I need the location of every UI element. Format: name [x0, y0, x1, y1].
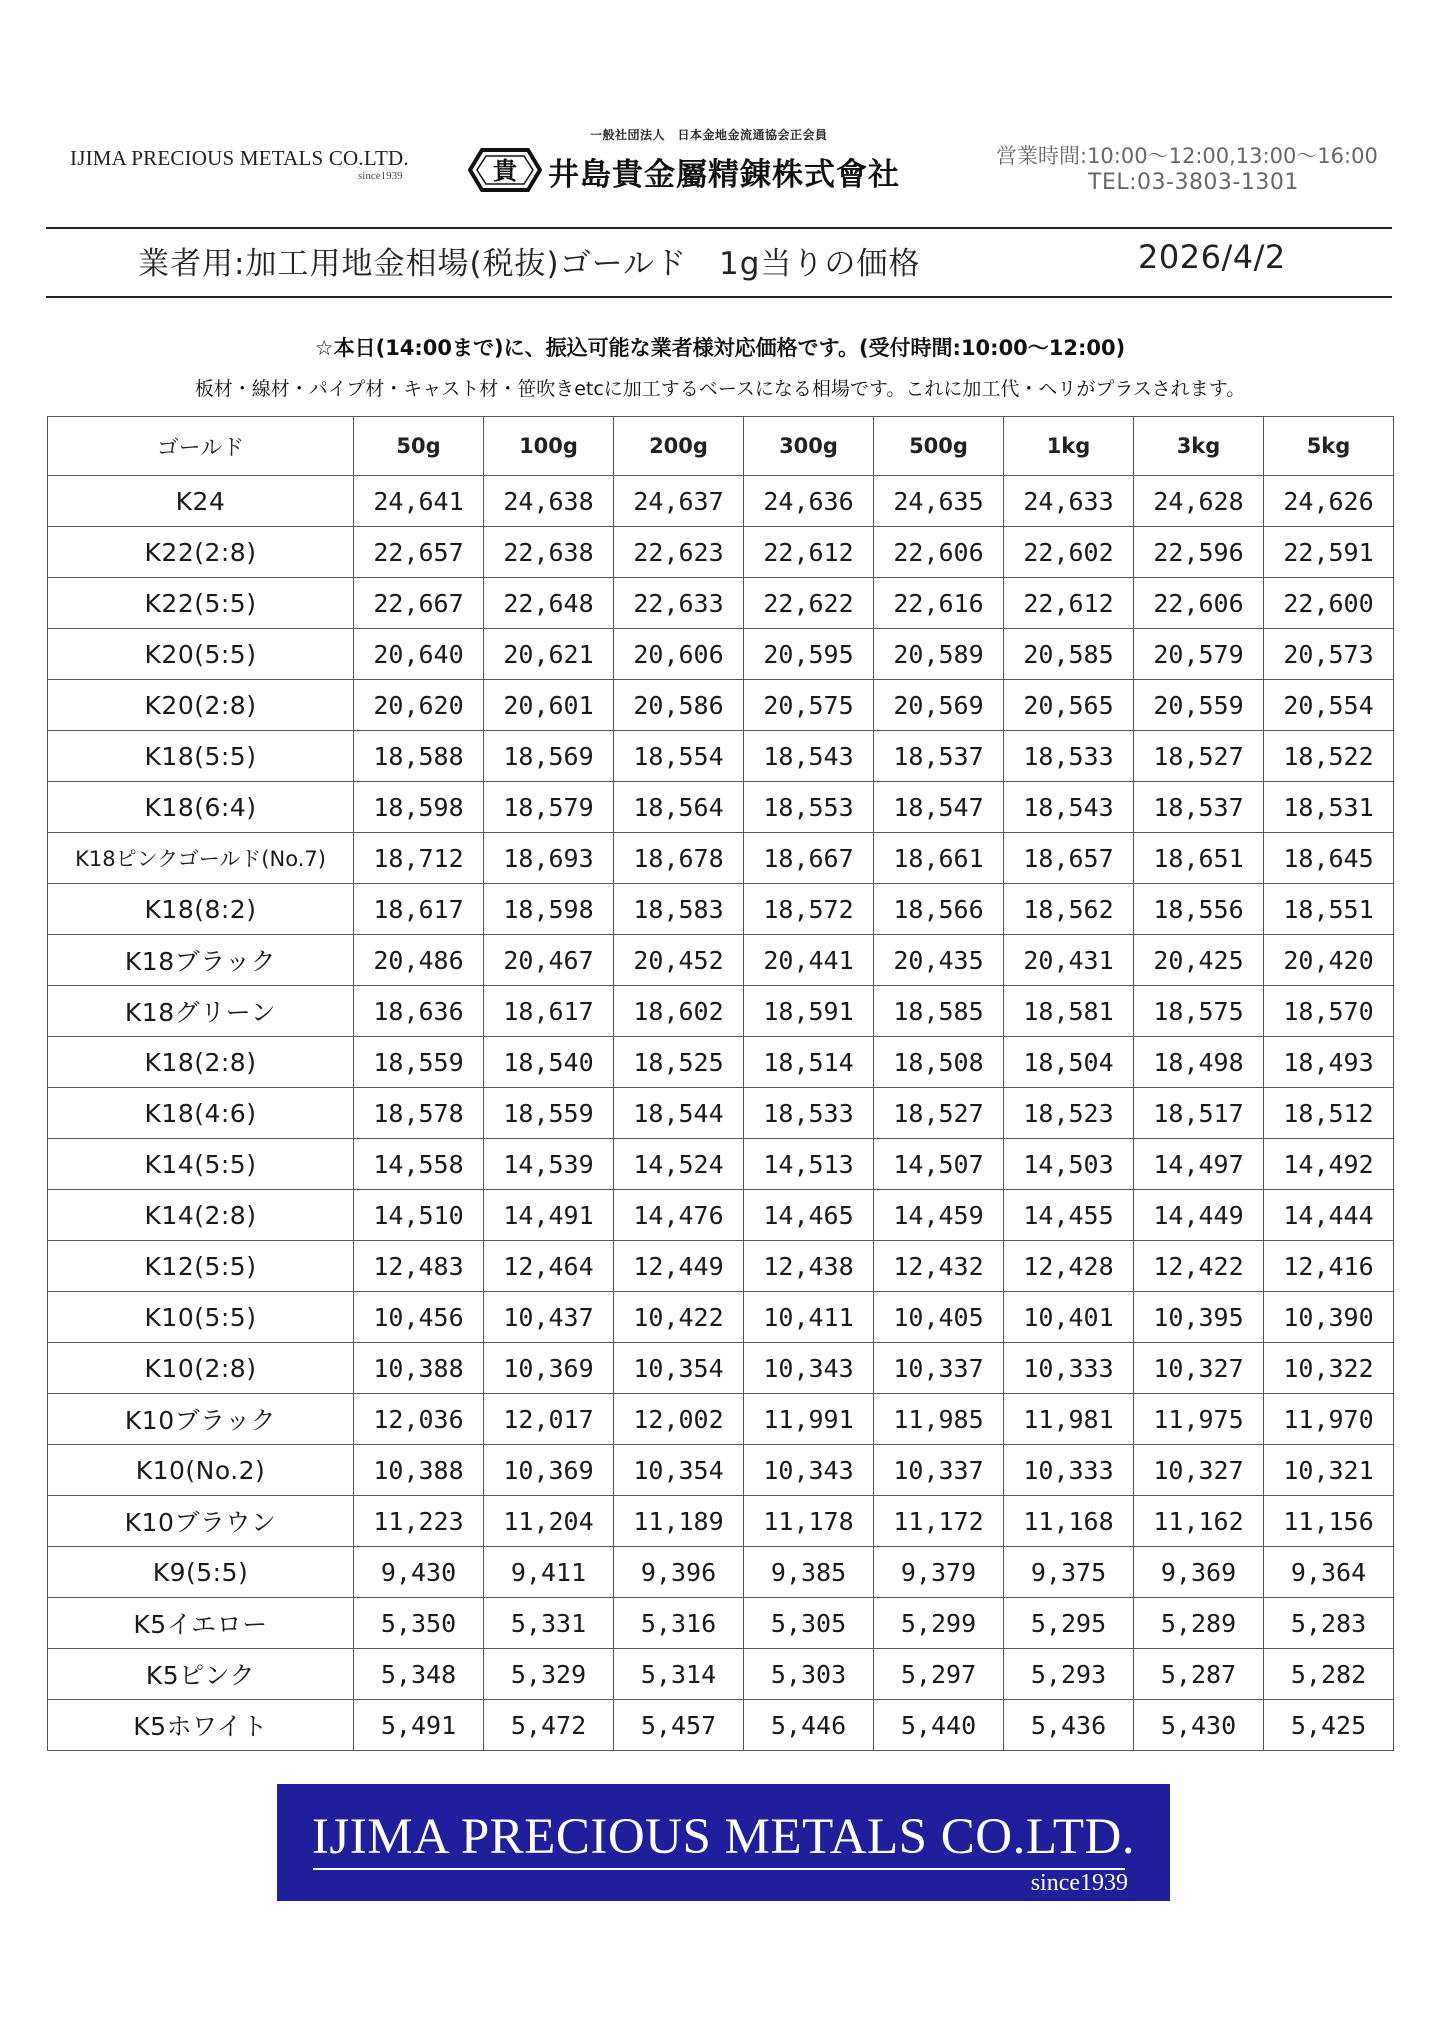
grade-cell: K10(2:8) [48, 1343, 354, 1394]
price-cell: 18,645 [1264, 833, 1394, 884]
price-cell: 20,569 [874, 680, 1004, 731]
grade-cell: K10(5:5) [48, 1292, 354, 1343]
price-cell: 18,537 [874, 731, 1004, 782]
price-cell: 18,543 [744, 731, 874, 782]
column-header: 200g [614, 417, 744, 476]
notice-line-2: 板材・線材・パイプ材・キャスト材・笹吹きetcに加工するベースになる相場です。これに加工代・ヘリがプラスされます。 [194, 378, 1246, 400]
price-cell: 20,573 [1264, 629, 1394, 680]
price-cell: 14,455 [1004, 1190, 1134, 1241]
price-cell: 12,002 [614, 1394, 744, 1445]
table-row [48, 629, 1394, 680]
price-cell: 22,596 [1134, 527, 1264, 578]
price-cell: 18,602 [614, 986, 744, 1037]
price-cell: 11,981 [1004, 1394, 1134, 1445]
table-row [48, 884, 1394, 935]
page-title: 業者用:加工用地金相場(税抜)ゴールド 1g当りの価格 [138, 246, 921, 282]
price-cell: 18,598 [354, 782, 484, 833]
price-cell: 9,411 [484, 1547, 614, 1598]
table-row [48, 1598, 1394, 1649]
price-cell: 20,420 [1264, 935, 1394, 986]
price-cell: 18,562 [1004, 884, 1134, 935]
price-cell: 10,369 [484, 1343, 614, 1394]
price-cell: 12,483 [354, 1241, 484, 1292]
price-cell: 20,431 [1004, 935, 1134, 986]
price-cell: 20,579 [1134, 629, 1264, 680]
price-cell: 10,456 [354, 1292, 484, 1343]
price-cell: 5,299 [874, 1598, 1004, 1649]
price-cell: 18,598 [484, 884, 614, 935]
price-cell: 12,416 [1264, 1241, 1394, 1292]
grade-cell: K9(5:5) [48, 1547, 354, 1598]
price-cell: 20,595 [744, 629, 874, 680]
price-table [47, 416, 1394, 1751]
price-cell: 20,565 [1004, 680, 1134, 731]
price-cell: 18,533 [744, 1088, 874, 1139]
price-cell: 18,522 [1264, 731, 1394, 782]
banner-since: since1939 [1030, 1870, 1128, 1896]
column-header: 100g [484, 417, 614, 476]
price-cell: 22,638 [484, 527, 614, 578]
table-row [48, 1394, 1394, 1445]
price-cell: 18,547 [874, 782, 1004, 833]
grade-cell: K18(4:6) [48, 1088, 354, 1139]
price-cell: 10,337 [874, 1445, 1004, 1496]
price-cell: 9,385 [744, 1547, 874, 1598]
price-cell: 5,446 [744, 1700, 874, 1751]
table-row [48, 527, 1394, 578]
price-cell: 18,537 [1134, 782, 1264, 833]
price-cell: 20,441 [744, 935, 874, 986]
price-cell: 5,457 [614, 1700, 744, 1751]
price-cell: 18,566 [874, 884, 1004, 935]
price-cell: 14,524 [614, 1139, 744, 1190]
price-cell: 11,168 [1004, 1496, 1134, 1547]
price-cell: 9,364 [1264, 1547, 1394, 1598]
grade-cell: K5イエロー [48, 1598, 354, 1649]
price-cell: 22,657 [354, 527, 484, 578]
grade-cell: K5ホワイト [48, 1700, 354, 1751]
price-cell: 18,578 [354, 1088, 484, 1139]
company-name-en: IJIMA PRECIOUS METALS CO.LTD. [70, 146, 409, 170]
price-cell: 22,600 [1264, 578, 1394, 629]
price-cell: 18,579 [484, 782, 614, 833]
price-cell: 5,316 [614, 1598, 744, 1649]
price-cell: 20,425 [1134, 935, 1264, 986]
price-cell: 9,430 [354, 1547, 484, 1598]
price-table-body [48, 476, 1394, 1751]
table-row [48, 1649, 1394, 1700]
price-cell: 10,333 [1004, 1343, 1134, 1394]
price-cell: 10,390 [1264, 1292, 1394, 1343]
price-cell: 24,633 [1004, 476, 1134, 527]
price-cell: 5,430 [1134, 1700, 1264, 1751]
grade-cell: K18(5:5) [48, 731, 354, 782]
price-cell: 22,667 [354, 578, 484, 629]
price-cell: 10,401 [1004, 1292, 1134, 1343]
price-cell: 18,493 [1264, 1037, 1394, 1088]
price-cell: 22,623 [614, 527, 744, 578]
table-row [48, 578, 1394, 629]
price-cell: 5,295 [1004, 1598, 1134, 1649]
grade-cell: K18グリーン [48, 986, 354, 1037]
banner-underline [313, 1868, 1125, 1870]
price-cell: 20,575 [744, 680, 874, 731]
grade-cell: K18(8:2) [48, 884, 354, 935]
price-cell: 20,586 [614, 680, 744, 731]
table-row [48, 935, 1394, 986]
company-logo-icon [468, 148, 542, 196]
price-cell: 18,531 [1264, 782, 1394, 833]
price-cell: 5,305 [744, 1598, 874, 1649]
price-cell: 18,588 [354, 731, 484, 782]
price-cell: 10,388 [354, 1445, 484, 1496]
price-cell: 18,564 [614, 782, 744, 833]
price-cell: 20,585 [1004, 629, 1134, 680]
banner-company-name: IJIMA PRECIOUS METALS CO.LTD. [311, 1809, 1136, 1865]
price-cell: 14,507 [874, 1139, 1004, 1190]
grade-cell: K18ブラック [48, 935, 354, 986]
price-cell: 20,435 [874, 935, 1004, 986]
price-cell: 18,617 [484, 986, 614, 1037]
price-cell: 24,626 [1264, 476, 1394, 527]
price-cell: 5,425 [1264, 1700, 1394, 1751]
price-cell: 11,162 [1134, 1496, 1264, 1547]
price-cell: 12,438 [744, 1241, 874, 1292]
table-header-row [48, 417, 1394, 476]
price-cell: 18,514 [744, 1037, 874, 1088]
price-cell: 14,497 [1134, 1139, 1264, 1190]
price-cell: 5,472 [484, 1700, 614, 1751]
price-cell: 5,283 [1264, 1598, 1394, 1649]
price-cell: 18,544 [614, 1088, 744, 1139]
price-cell: 12,422 [1134, 1241, 1264, 1292]
price-cell: 12,464 [484, 1241, 614, 1292]
grade-cell: K24 [48, 476, 354, 527]
price-cell: 10,354 [614, 1343, 744, 1394]
grade-cell: K18(2:8) [48, 1037, 354, 1088]
price-cell: 11,189 [614, 1496, 744, 1547]
price-cell: 20,554 [1264, 680, 1394, 731]
price-cell: 18,556 [1134, 884, 1264, 935]
grade-cell: K20(2:8) [48, 680, 354, 731]
grade-cell: K10ブラウン [48, 1496, 354, 1547]
price-cell: 11,985 [874, 1394, 1004, 1445]
grade-cell: K14(5:5) [48, 1139, 354, 1190]
price-cell: 10,343 [744, 1445, 874, 1496]
price-cell: 11,975 [1134, 1394, 1264, 1445]
table-row [48, 1496, 1394, 1547]
price-cell: 18,636 [354, 986, 484, 1037]
price-cell: 18,572 [744, 884, 874, 935]
price-cell: 20,467 [484, 935, 614, 986]
price-cell: 5,287 [1134, 1649, 1264, 1700]
price-date: 2026/4/2 [1138, 238, 1286, 276]
price-cell: 22,612 [744, 527, 874, 578]
price-cell: 10,395 [1134, 1292, 1264, 1343]
company-name-jp: 井島貴金屬精錬株式會社 [548, 157, 900, 193]
price-cell: 10,411 [744, 1292, 874, 1343]
price-cell: 10,337 [874, 1343, 1004, 1394]
price-cell: 14,510 [354, 1190, 484, 1241]
column-header: 500g [874, 417, 1004, 476]
telephone: TEL:03-3803-1301 [1088, 170, 1299, 195]
price-cell: 12,428 [1004, 1241, 1134, 1292]
price-cell: 10,388 [354, 1343, 484, 1394]
table-row [48, 731, 1394, 782]
table-row [48, 1190, 1394, 1241]
price-cell: 18,504 [1004, 1037, 1134, 1088]
price-cell: 11,204 [484, 1496, 614, 1547]
price-cell: 18,570 [1264, 986, 1394, 1037]
table-row [48, 833, 1394, 884]
price-cell: 24,628 [1134, 476, 1264, 527]
table-row [48, 1547, 1394, 1598]
price-cell: 20,620 [354, 680, 484, 731]
price-cell: 24,637 [614, 476, 744, 527]
price-cell: 20,589 [874, 629, 1004, 680]
table-row [48, 1037, 1394, 1088]
grade-cell: K18(6:4) [48, 782, 354, 833]
column-header: 50g [354, 417, 484, 476]
price-cell: 24,635 [874, 476, 1004, 527]
price-cell: 10,405 [874, 1292, 1004, 1343]
title-bottom-rule [46, 296, 1392, 298]
since-label: since1939 [358, 170, 403, 182]
table-row [48, 1241, 1394, 1292]
price-cell: 18,508 [874, 1037, 1004, 1088]
price-cell: 20,640 [354, 629, 484, 680]
price-cell: 20,621 [484, 629, 614, 680]
price-cell: 18,543 [1004, 782, 1134, 833]
price-cell: 18,553 [744, 782, 874, 833]
price-cell: 10,422 [614, 1292, 744, 1343]
grade-cell: K12(5:5) [48, 1241, 354, 1292]
price-cell: 14,539 [484, 1139, 614, 1190]
price-cell: 14,503 [1004, 1139, 1134, 1190]
grade-cell: K22(2:8) [48, 527, 354, 578]
price-cell: 18,533 [1004, 731, 1134, 782]
column-header: 300g [744, 417, 874, 476]
price-cell: 14,459 [874, 1190, 1004, 1241]
price-cell: 18,554 [614, 731, 744, 782]
price-cell: 18,527 [874, 1088, 1004, 1139]
price-cell: 24,636 [744, 476, 874, 527]
price-cell: 10,354 [614, 1445, 744, 1496]
price-cell: 5,491 [354, 1700, 484, 1751]
table-row [48, 476, 1394, 527]
price-cell: 22,591 [1264, 527, 1394, 578]
price-cell: 20,452 [614, 935, 744, 986]
price-cell: 22,633 [614, 578, 744, 629]
price-cell: 9,369 [1134, 1547, 1264, 1598]
table-row [48, 1292, 1394, 1343]
association-label: 一般社団法人 日本金地金流通協会正会員 [590, 128, 828, 142]
price-cell: 20,559 [1134, 680, 1264, 731]
price-cell: 12,449 [614, 1241, 744, 1292]
price-cell: 14,513 [744, 1139, 874, 1190]
price-cell: 10,327 [1134, 1343, 1264, 1394]
price-cell: 9,396 [614, 1547, 744, 1598]
price-cell: 5,293 [1004, 1649, 1134, 1700]
price-cell: 14,558 [354, 1139, 484, 1190]
price-cell: 18,693 [484, 833, 614, 884]
price-cell: 18,667 [744, 833, 874, 884]
price-cell: 12,036 [354, 1394, 484, 1445]
price-cell: 18,583 [614, 884, 744, 935]
price-cell: 18,527 [1134, 731, 1264, 782]
price-cell: 18,591 [744, 986, 874, 1037]
price-cell: 24,638 [484, 476, 614, 527]
grade-cell: K14(2:8) [48, 1190, 354, 1241]
price-cell: 10,343 [744, 1343, 874, 1394]
price-cell: 18,523 [1004, 1088, 1134, 1139]
price-cell: 18,617 [354, 884, 484, 935]
notice-line-1: ☆本日(14:00まで)に、振込可能な業者様対応価格です。(受付時間:10:00〜12:00) [314, 336, 1126, 360]
price-cell: 11,172 [874, 1496, 1004, 1547]
price-cell: 22,648 [484, 578, 614, 629]
price-cell: 5,303 [744, 1649, 874, 1700]
table-row [48, 1088, 1394, 1139]
price-cell: 11,970 [1264, 1394, 1394, 1445]
price-cell: 18,678 [614, 833, 744, 884]
price-cell: 18,517 [1134, 1088, 1264, 1139]
table-row [48, 782, 1394, 833]
price-cell: 9,379 [874, 1547, 1004, 1598]
price-cell: 10,437 [484, 1292, 614, 1343]
price-cell: 11,991 [744, 1394, 874, 1445]
price-cell: 24,641 [354, 476, 484, 527]
price-cell: 18,559 [484, 1088, 614, 1139]
price-cell: 18,585 [874, 986, 1004, 1037]
price-cell: 18,512 [1264, 1088, 1394, 1139]
grade-cell: K5ピンク [48, 1649, 354, 1700]
price-cell: 14,491 [484, 1190, 614, 1241]
table-row [48, 1343, 1394, 1394]
price-cell: 18,657 [1004, 833, 1134, 884]
price-cell: 14,444 [1264, 1190, 1394, 1241]
column-header: 5kg [1264, 417, 1394, 476]
price-cell: 18,661 [874, 833, 1004, 884]
price-cell: 20,606 [614, 629, 744, 680]
price-cell: 18,525 [614, 1037, 744, 1088]
price-cell: 22,616 [874, 578, 1004, 629]
price-cell: 22,606 [874, 527, 1004, 578]
price-cell: 22,602 [1004, 527, 1134, 578]
price-cell: 14,465 [744, 1190, 874, 1241]
price-cell: 10,333 [1004, 1445, 1134, 1496]
business-hours: 営業時間:10:00〜12:00,13:00〜16:00 [996, 144, 1378, 168]
table-row [48, 680, 1394, 731]
price-cell: 22,612 [1004, 578, 1134, 629]
price-cell: 18,651 [1134, 833, 1264, 884]
grade-cell: K18ピンクゴールド(No.7) [48, 833, 354, 884]
table-row [48, 1700, 1394, 1751]
column-header: 1kg [1004, 417, 1134, 476]
price-cell: 22,606 [1134, 578, 1264, 629]
footer-banner [277, 1784, 1170, 1901]
grade-cell: K10(No.2) [48, 1445, 354, 1496]
price-cell: 22,622 [744, 578, 874, 629]
price-cell: 11,223 [354, 1496, 484, 1547]
price-cell: 5,297 [874, 1649, 1004, 1700]
price-cell: 18,575 [1134, 986, 1264, 1037]
price-cell: 12,017 [484, 1394, 614, 1445]
price-cell: 18,712 [354, 833, 484, 884]
price-cell: 5,440 [874, 1700, 1004, 1751]
grade-cell: K10ブラック [48, 1394, 354, 1445]
price-cell: 9,375 [1004, 1547, 1134, 1598]
price-cell: 20,601 [484, 680, 614, 731]
price-cell: 5,348 [354, 1649, 484, 1700]
price-cell: 5,282 [1264, 1649, 1394, 1700]
logo-mark-text: 貴 [493, 156, 517, 185]
price-cell: 18,581 [1004, 986, 1134, 1037]
price-cell: 18,559 [354, 1037, 484, 1088]
table-row [48, 1445, 1394, 1496]
price-cell: 18,540 [484, 1037, 614, 1088]
column-header: ゴールド [48, 417, 354, 476]
price-cell: 11,156 [1264, 1496, 1394, 1547]
price-cell: 5,289 [1134, 1598, 1264, 1649]
grade-cell: K20(5:5) [48, 629, 354, 680]
price-cell: 11,178 [744, 1496, 874, 1547]
price-cell: 12,432 [874, 1241, 1004, 1292]
price-cell: 10,321 [1264, 1445, 1394, 1496]
table-row [48, 1139, 1394, 1190]
price-cell: 14,492 [1264, 1139, 1394, 1190]
price-cell: 18,498 [1134, 1037, 1264, 1088]
price-cell: 5,350 [354, 1598, 484, 1649]
column-header: 3kg [1134, 417, 1264, 476]
price-cell: 14,449 [1134, 1190, 1264, 1241]
title-top-rule [46, 227, 1392, 229]
price-cell: 5,329 [484, 1649, 614, 1700]
table-row [48, 986, 1394, 1037]
price-cell: 20,486 [354, 935, 484, 986]
price-cell: 14,476 [614, 1190, 744, 1241]
price-cell: 5,331 [484, 1598, 614, 1649]
price-cell: 10,369 [484, 1445, 614, 1496]
price-cell: 5,314 [614, 1649, 744, 1700]
price-cell: 18,551 [1264, 884, 1394, 935]
price-cell: 10,322 [1264, 1343, 1394, 1394]
price-cell: 10,327 [1134, 1445, 1264, 1496]
price-cell: 5,436 [1004, 1700, 1134, 1751]
price-cell: 18,569 [484, 731, 614, 782]
grade-cell: K22(5:5) [48, 578, 354, 629]
